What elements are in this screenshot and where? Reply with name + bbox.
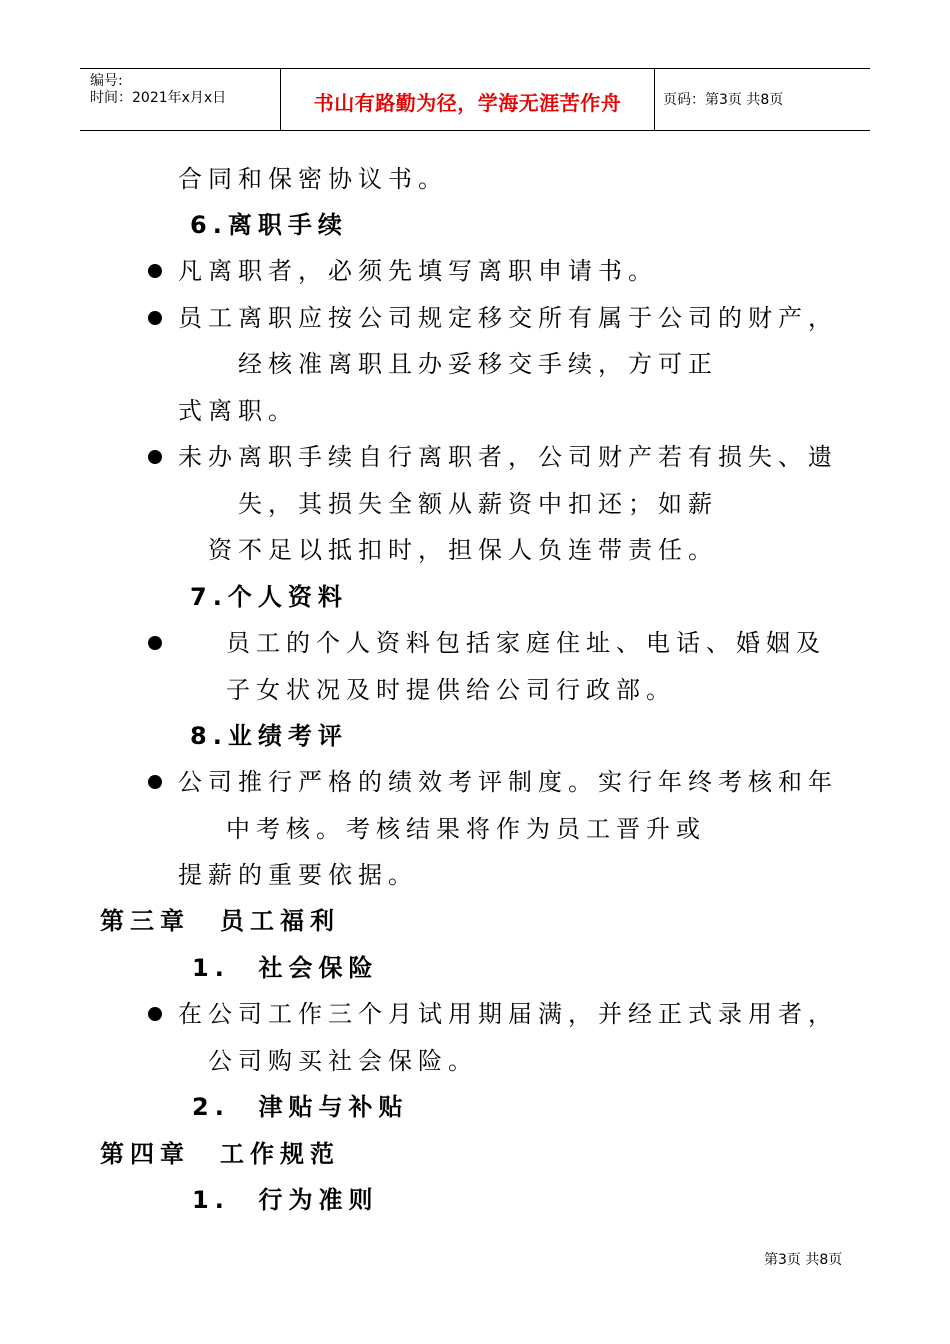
- chapter-heading: 第四章 工作规范: [100, 1140, 340, 1168]
- text-line: 子女状况及时提供给公司行政部。: [226, 676, 676, 704]
- section-heading: 2. 津贴与补贴: [192, 1093, 409, 1121]
- section-heading: 8.业绩考评: [190, 722, 348, 750]
- page-label: 页码：第3页 共8页: [663, 92, 784, 108]
- text-line: 未办离职手续自行离职者，公司财产若有损失、遗: [178, 443, 838, 471]
- text-line: 合同和保密协议书。: [178, 165, 448, 193]
- bullet-icon: [148, 775, 162, 789]
- text-line: 凡离职者，必须先填写离职申请书。: [178, 257, 658, 285]
- text-line: 经核准离职且办妥移交手续，方可正: [238, 350, 718, 378]
- bullet-icon: [148, 450, 162, 464]
- code-label: 编号:: [90, 73, 123, 89]
- text-line: 在公司工作三个月试用期届满，并经正式录用者，: [178, 1000, 838, 1028]
- text-line: 公司购买社会保险。: [208, 1047, 478, 1075]
- header-meta-cell: [80, 69, 281, 130]
- section-heading: 7.个人资料: [190, 583, 348, 611]
- page-footer: 第3页 共8页: [764, 1252, 843, 1268]
- bullet-icon: [148, 636, 162, 650]
- section-heading: 1. 行为准则: [192, 1186, 379, 1214]
- time-label: 时间：2021年x月x日: [90, 90, 227, 106]
- text-line: 资不足以抵扣时，担保人负连带责任。: [208, 536, 718, 564]
- page-header: [80, 68, 870, 131]
- text-line: 公司推行严格的绩效考评制度。实行年终考核和年: [178, 768, 838, 796]
- text-line: 式离职。: [178, 397, 298, 425]
- header-motto-cell: [281, 69, 655, 130]
- bullet-icon: [148, 1007, 162, 1021]
- header-page-cell: [655, 69, 870, 130]
- motto: 书山有路勤为径，学海无涯苦作舟: [313, 91, 622, 115]
- chapter-heading: 第三章 员工福利: [100, 907, 340, 935]
- section-heading: 6.离职手续: [190, 211, 348, 239]
- text-line: 提薪的重要依据。: [178, 861, 418, 889]
- section-heading: 1. 社会保险: [192, 954, 379, 982]
- text-line: 员工离职应按公司规定移交所有属于公司的财产，: [178, 304, 838, 332]
- bullet-icon: [148, 264, 162, 278]
- text-line: 失，其损失全额从薪资中扣还；如薪: [238, 490, 718, 518]
- text-line: 中考核。考核结果将作为员工晋升或: [226, 815, 706, 843]
- bullet-icon: [148, 311, 162, 325]
- text-line: 员工的个人资料包括家庭住址、电话、婚姻及: [226, 629, 826, 657]
